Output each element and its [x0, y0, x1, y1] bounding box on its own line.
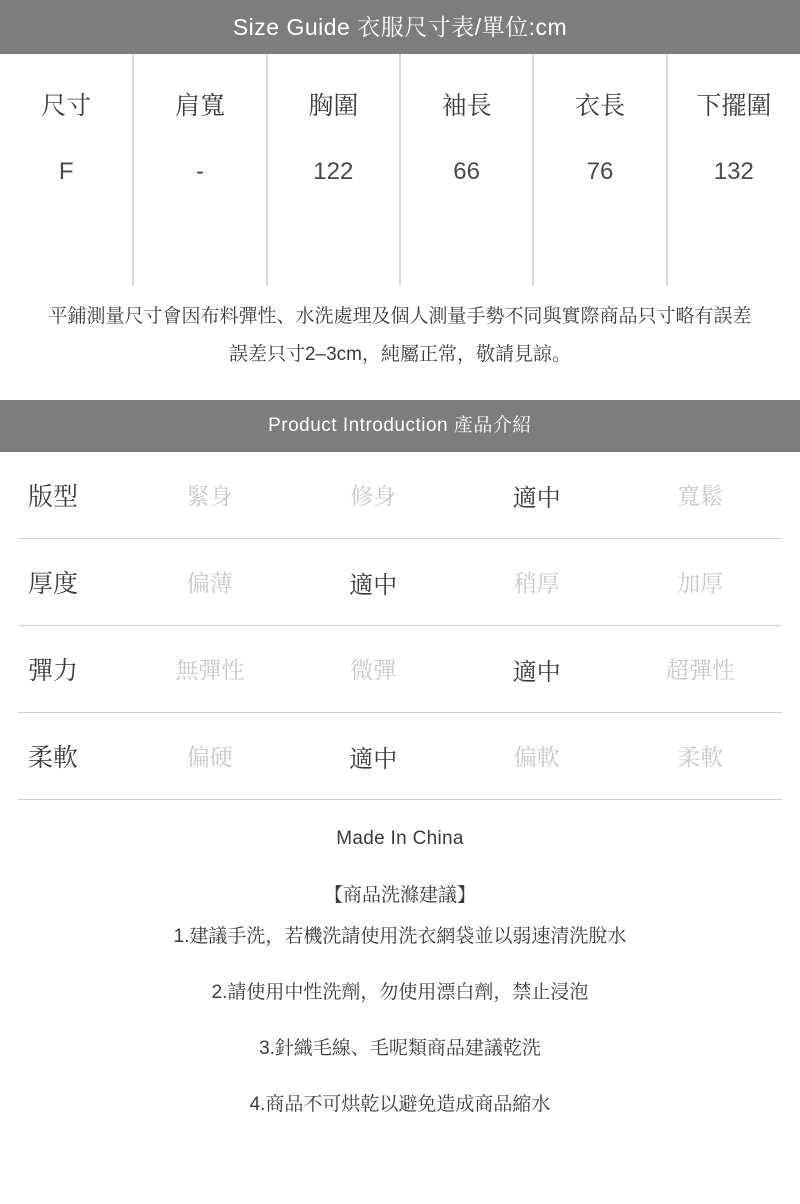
- wash-instruction-line: 2.請使用中性洗劑，勿使用漂白劑，禁止浸泡: [211, 982, 589, 1003]
- table-cell: -: [133, 144, 266, 286]
- table-header-cell: 下擺圍: [696, 92, 772, 120]
- attribute-label: 彈力: [28, 657, 79, 685]
- table-cell: 66: [400, 144, 533, 286]
- wash-instruction-line: 1.建議手洗，若機洗請使用洗衣網袋並以弱速清洗脫水: [173, 926, 627, 947]
- attribute-row-thickness: [18, 539, 782, 626]
- attribute-option: 超彈性: [665, 656, 735, 683]
- measurement-note-line: 誤差只寸2–3cm，純屬正常，敬請見諒。: [228, 344, 572, 365]
- table-cell: 76: [533, 144, 666, 286]
- product-introduction-header: Product Introduction 產品介紹: [0, 400, 800, 452]
- measurement-note: [0, 286, 800, 400]
- table-cell: 122: [267, 144, 400, 286]
- attribute-options: [128, 478, 782, 513]
- table-header-cell: 衣長: [533, 54, 666, 144]
- size-guide-table: [0, 54, 800, 286]
- attribute-option-selected: 適中: [512, 484, 561, 512]
- attribute-row-softness: [18, 713, 782, 800]
- attribute-row-elasticity: [18, 626, 782, 713]
- table-header-cell: 胸圍: [267, 54, 400, 144]
- table-header-row: [0, 54, 800, 144]
- attribute-option: 柔軟: [677, 743, 724, 770]
- attribute-option-selected: 適中: [349, 571, 398, 599]
- table-cell: 132: [713, 158, 754, 185]
- attribute-option: 無彈性: [175, 656, 245, 683]
- table-header-cell: 袖長: [400, 54, 533, 144]
- attribute-option: 稍厚: [513, 569, 560, 596]
- attribute-options: [128, 739, 782, 774]
- attribute-option: 修身: [350, 482, 397, 509]
- table-row: [0, 144, 800, 286]
- attribute-option: 加厚: [677, 569, 724, 596]
- attribute-label: 版型: [28, 483, 79, 511]
- product-attributes: [0, 452, 800, 800]
- attribute-row-fit: [18, 452, 782, 539]
- wash-instructions-title: 【商品洗滌建議】: [323, 885, 476, 906]
- attribute-option: 偏硬: [186, 743, 233, 770]
- table-header-cell: 尺寸: [0, 54, 133, 144]
- attribute-option-selected: 適中: [349, 745, 398, 773]
- attribute-option: 緊身: [186, 482, 233, 509]
- wash-instruction-line: 3.針織毛線、毛呢類商品建議乾洗: [259, 1038, 541, 1059]
- attribute-option: 偏薄: [186, 569, 233, 596]
- measurement-note-line: 平鋪測量尺寸會因布料彈性、水洗處理及個人測量手勢不同與實際商品只寸略有誤差: [48, 306, 752, 327]
- attribute-option: 寬鬆: [677, 482, 724, 509]
- made-in-label: Made In China: [336, 828, 464, 849]
- attribute-label: 柔軟: [28, 744, 79, 772]
- table-cell: F: [0, 144, 133, 286]
- attribute-label: 厚度: [28, 570, 79, 598]
- attribute-options: [128, 652, 782, 687]
- attribute-option: 微彈: [350, 656, 397, 683]
- attribute-option: 偏軟: [513, 743, 560, 770]
- wash-instruction-line: 4.商品不可烘乾以避免造成商品縮水: [249, 1094, 551, 1115]
- size-guide-header: Size Guide 衣服尺寸表/單位:cm: [0, 0, 800, 54]
- table-header-cell: 肩寬: [133, 54, 266, 144]
- attribute-option-selected: 適中: [512, 658, 561, 686]
- attribute-options: [128, 565, 782, 600]
